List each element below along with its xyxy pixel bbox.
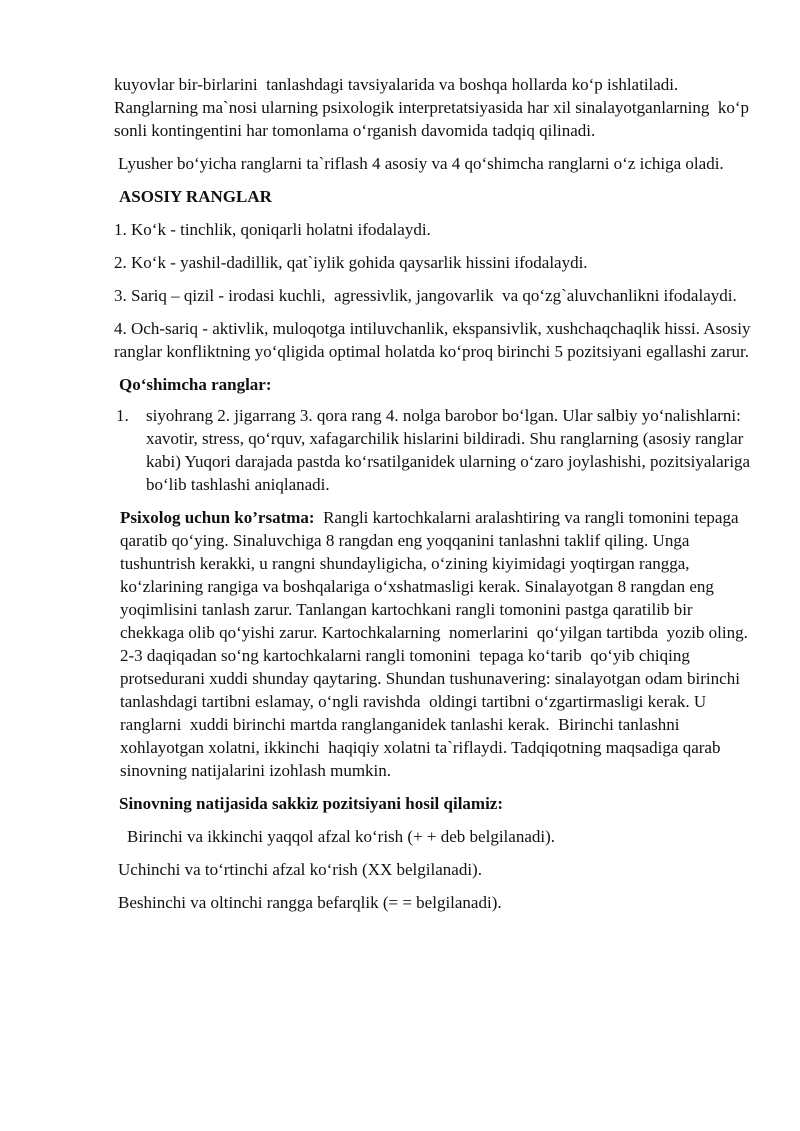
result-item-1: Birinchi va ikkinchi yaqqol afzal ko‘rish (+ + deb belgilanadi). xyxy=(127,827,555,846)
result-item-2: Uchinchi va to‘rtinchi afzal ko‘rish (XX belgilanadi). xyxy=(118,860,482,879)
instruction-label: Psixolog uchun ko’rsatma: xyxy=(120,508,315,527)
additional-colors-text: siyohrang 2. jigarrang 3. qora rang 4. nolga barobor bo‘lgan. Ular salbiy yo‘nalishlarni: xavotir, stress, qo‘rquv, xafagarchilik hislarini bildiradi. Shu ranglarning (asosiy ranglar kabi) Yuqori darajada pastda ko‘rsatilganidek ularning o‘zaro joylashishi, pozitsiyalariga bo‘lib tashlashi aniqlanadi. xyxy=(146,406,751,494)
main-color-item-1: 1. Ko‘k - tinchlik, qoniqarli holatni ifodalaydi. xyxy=(114,220,431,239)
main-color-item-2: 2. Ko‘k - yashil-dadillik, qat`iylik gohida qaysarlik hissini ifodalaydi. xyxy=(114,253,588,272)
main-color-item-3: 3. Sariq – qizil - irodasi kuchli, agressivlik, jangovarlik va qo‘zg`aluvchanlikni ifodalaydi. xyxy=(114,286,737,305)
result-item-3: Beshinchi va oltinchi rangga befarqlik (= = belgilanadi). xyxy=(118,893,502,912)
instruction-text: Rangli kartochkalarni aralashtiring va rangli tomonini tepaga qaratib qo‘ying. Sinaluvchiga 8 rangdan eng yoqqanini tanlashni taklif qiling. Unga tushuntrish kerakki, u rangni shundayligicha, o‘zining kiyimidagi yoqtirgan rangga, ko‘zlarining rangiga va boshqalariga o‘xshatmasligi kerak. Sinalayotgan 8 rangdan eng yoqimlisini tanlash zarur. Tanlangan kartochkani rangli tomonini pastga qaratilib bir chekkaga olib qo‘yishi zarur. Kartochkalarning nomerlarini qo‘yilgan tartibda yozib oling. 2-3 daqiqadan so‘ng kartochkalarni rangli tomonini tepaga ko‘tarib qo‘yib chiqing protsedurani xuddi shunday qaytaring. Shundan tushunavering: sinalayotgan odam birinchi tanlashdagi tartibni eslamay, o‘ngli ravishda oldingi tartibni o‘zgartirmasligi kerak. U ranglarni xuddi birinchi martda ranglanganidek tanlashi kerak. Birinchi tanlashni xohlayotgan xolatni, ikkinchi haqiqiy xolatni ta`riflaydi. Tadqiqotning maqsadiga qarab sinovning natijalarini izohlash mumkin. xyxy=(120,508,753,780)
additional-colors-list-item xyxy=(114,404,754,496)
list-number: 1. xyxy=(116,406,129,425)
instruction-paragraph xyxy=(114,506,754,782)
luscher-description-paragraph: Lyusher bo‘yicha ranglarni ta`riflash 4 asosiy va 4 qo‘shimcha ranglarni o‘z ichiga oladi. xyxy=(118,154,724,173)
intro-paragraph: kuyovlar bir-birlarini tanlashdagi tavsiyalarida va boshqa hollarda ko‘p ishlatiladi. Ranglarning ma`nosi ularning psixologik interpretatsiyasida har xil sinalayotganlarning ko‘p sonli kontingentini har tomonlama o‘rganish davomida tadqiq qilinadi. xyxy=(114,75,754,140)
document-page xyxy=(114,73,759,914)
results-heading: Sinovning natijasida sakkiz pozitsiyani hosil qilamiz: xyxy=(119,794,504,813)
additional-colors-heading: Qo‘shimcha ranglar: xyxy=(119,375,272,394)
main-colors-heading: ASOSIY RANGLAR xyxy=(119,187,272,206)
main-color-item-4: 4. Och-sariq - aktivlik, muloqotga intiluvchanlik, ekspansivlik, xushchaqchaqlik hissi. Asosiy ranglar konfliktning yo‘qligida optimal holatda ko‘proq birinchi 5 pozitsiyani egallashi zarur. xyxy=(114,319,759,361)
